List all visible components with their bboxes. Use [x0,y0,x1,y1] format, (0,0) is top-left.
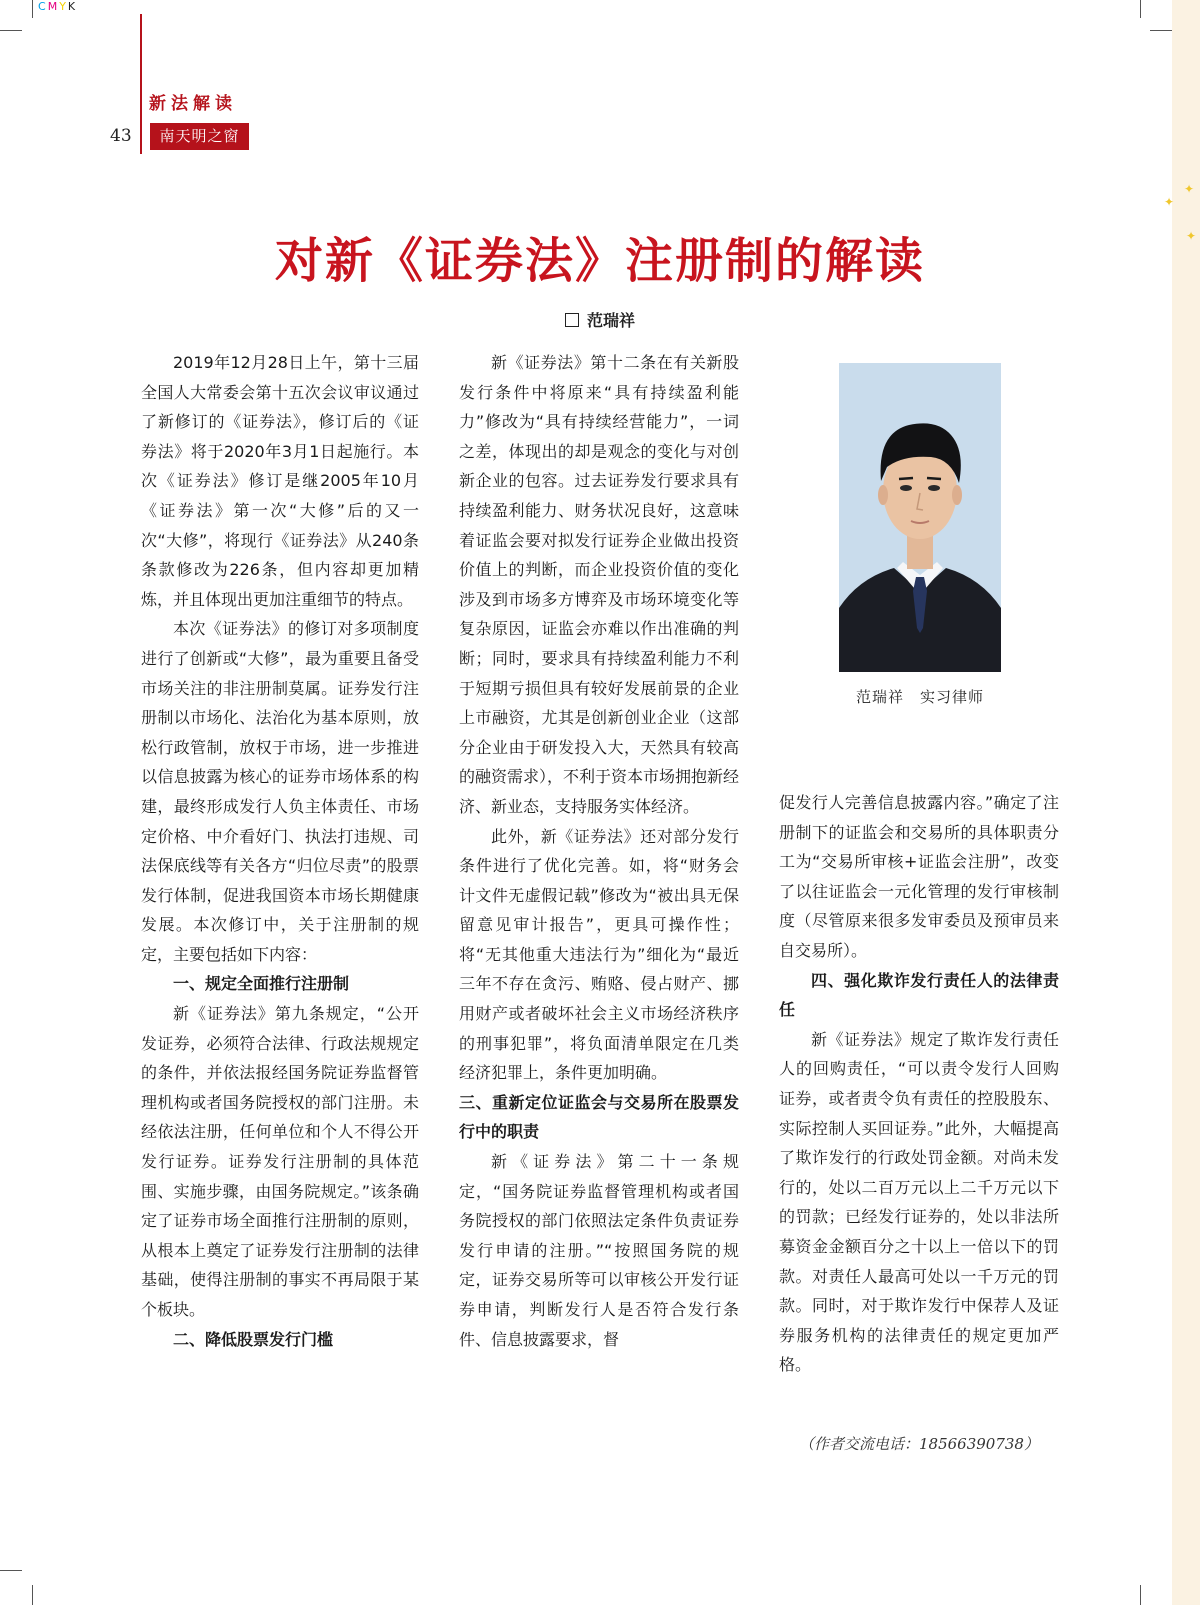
section-heading: 二、降低股票发行门槛 [173,1329,334,1349]
cmyk-k: K [67,0,78,13]
cmyk-registration-mark [38,0,77,13]
paragraph: 2019年12月28日上午，第十三届全国人大常委会第十五次会议审议通过了新修订的《证券法》，修订后的《证券法》将于2020年3月1日起施行。本次《证券法》修订是继2005年10月《证券法》第一次“大修”后的又一次“大修”，将现行《证券法》从240条条款修改为226条，但内容却更加精炼，并且体现出更加注重细节的特点。 [141,353,419,609]
text-column-3 [779,788,1059,1380]
star-decoration: ✦ [1184,182,1195,196]
crop-mark [1140,0,1141,18]
crop-mark [32,0,33,18]
section-heading: 一、规定全面推行注册制 [173,974,350,994]
crop-mark [0,1570,22,1571]
text-column-2 [459,348,739,1354]
author-contact: （作者交流电话：18566390738） [799,1435,1039,1453]
section-label: 新法解读 [149,94,237,114]
paragraph: 新《证券法》第二十一条规定，“国务院证券监督管理机构或者国务院授权的部门依照法定条件负责证券发行申请的注册。”“按照国务院的规定，证券交易所等可以审核公开发行证券申请，判断发行人是否符合发行条件、信息披露要求，督 [459,1152,739,1349]
crop-mark [0,30,22,31]
article-author [0,308,1200,331]
column-tag: 南天明之窗 [150,123,249,150]
photo-caption: 范瑞祥 实习律师 [855,688,984,706]
section-heading: 四、强化欺诈发行责任人的法律责任 [779,970,1059,1020]
author-name: 范瑞祥 [586,311,635,330]
paragraph: 新《证券法》第十二条在有关新股发行条件中将原来“具有持续盈利能力”修改为“具有持续经营能力”，一词之差，体现出的却是观念的变化与对创新企业的包容。过去证券发行要求具有持续盈利能力、财务状况良好，这意味着证监会要对拟发行证券企业做出投资价值上的判断，而企业投资价值的变化涉及到市场多方博弈及市场环境变化等复杂原因，证监会亦难以作出准确的判断；同时，要求具有持续盈利能力不利于短期亏损但具有较好发展前景的企业上市融资，尤其是创新创业企业（这部分企业由于研发投入大，天然具有较高的融资需求），不利于资本市场拥抱新经济、新业态，支持服务实体经济。 [459,353,740,816]
paragraph: 新《证券法》规定了欺诈发行责任人的回购责任，“可以责令发行人回购证券，或者责令负有责任的控股股东、实际控制人买回证券。”此外，大幅提高了欺诈发行的行政处罚金额。对尚未发行的，处以二百万元以上二千万元以下的罚款；已经发行证券的，处以非法所募资金金额百分之十以上一倍以下的罚款。对责任人最高可处以一千万元的罚款。同时，对于欺诈发行中保荐人及证券服务机构的法律责任的规定更加严格。 [779,1029,1059,1375]
paragraph: 促发行人完善信息披露内容。”确定了注册制下的证监会和交易所的具体职责分工为“交易所审核+证监会注册”，改变了以往证监会一元化管理的发行审核制度（尽管原来很多发审委员及预审员来自交易所）。 [779,793,1059,960]
cmyk-m: M [47,0,60,13]
author-portrait-image [839,363,1001,672]
star-decoration: ✦ [1186,229,1197,243]
page-number: 43 [110,126,132,146]
star-decoration: ✦ [1164,195,1175,209]
crop-mark [32,1585,33,1605]
paragraph: 此外，新《证券法》还对部分发行条件进行了优化完善。如，将“财务会计文件无虚假记载”修改为“被出具无保留意见审计报告”，更具可操作性；将“无其他重大违法行为”细化为“最近三年不存在贪污、贿赂、侵占财产、挪用财产或者破坏社会主义市场经济秩序的刑事犯罪”，将负面清单限定在几类经济犯罪上，条件更加明确。 [459,826,739,1083]
author-photo [839,363,1001,672]
paragraph: 本次《证券法》的修订对多项制度进行了创新或“大修”，最为重要且备受市场关注的非注册制莫属。证券发行注册制以市场化、法治化为基本原则，放松行政管制，放权于市场，进一步推进以信息披露为核心的证券市场体系的构建，最终形成发行人负主体责任、市场定价格、中介看好门、执法打违规、司法保底线等有关各方“归位尽责”的股票发行体制，促进我国资本市场长期健康发展。本次修订中，关于注册制的规定，主要包括如下内容： [141,619,419,964]
crop-mark [1150,30,1172,31]
article-title: 对新《证券法》注册制的解读 [274,233,925,289]
section-heading: 三、重新定位证监会与交易所在股票发行中的职责 [459,1092,739,1142]
cmyk-y: Y [59,0,68,13]
text-column-1 [141,348,419,1354]
cmyk-c: C [38,0,48,13]
header-red-rule [140,14,142,154]
author-box-icon [565,313,579,327]
paragraph: 新《证券法》第九条规定，“公开发证券，必须符合法律、行政法规规定的条件，并依法报经国务院证券监督管理机构或者国务院授权的部门注册。未经依法注册，任何单位和个人不得公开发行证券。证券发行注册制的具体范围、实施步骤，由国务院规定。”该条确定了证券市场全面推行注册制的原则，从根本上奠定了证券发行注册制的法律基础，使得注册制的事实不再局限于某个板块。 [141,1004,419,1319]
crop-mark [1140,1585,1141,1605]
